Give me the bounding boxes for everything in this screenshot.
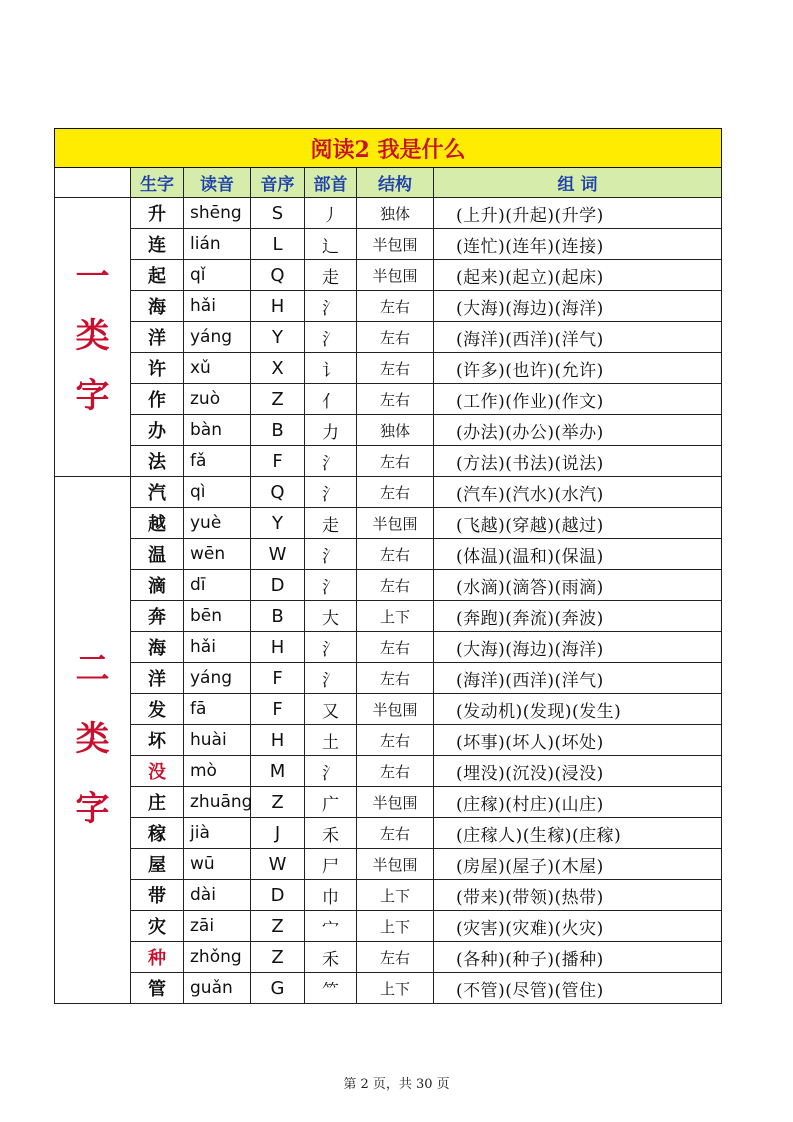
character-cell: 洋 xyxy=(131,663,184,694)
pinyin-cell: zhuāng xyxy=(184,787,251,818)
structure-cell: 左右 xyxy=(357,291,434,322)
structure-cell: 独体 xyxy=(357,198,434,229)
radical-cell: 氵 xyxy=(305,322,357,353)
sound-order-cell: X xyxy=(251,353,305,384)
header-pronunciation: 读音 xyxy=(184,168,251,198)
sound-order-cell: B xyxy=(251,601,305,632)
sound-order-cell: D xyxy=(251,570,305,601)
character-cell: 稼 xyxy=(131,818,184,849)
pinyin-cell: fā xyxy=(184,694,251,725)
character-cell: 起 xyxy=(131,260,184,291)
sound-order-cell: Z xyxy=(251,942,305,973)
word-formation-cell: (海洋)(西洋)(洋气) xyxy=(434,663,722,694)
word-formation-cell: (大海)(海边)(海洋) xyxy=(434,291,722,322)
table-row xyxy=(55,787,722,818)
pinyin-cell: yáng xyxy=(184,663,251,694)
structure-cell: 上下 xyxy=(357,911,434,942)
word-formation-cell: (奔跑)(奔流)(奔波) xyxy=(434,601,722,632)
character-cell: 海 xyxy=(131,632,184,663)
word-formation-cell: (许多)(也许)(允许) xyxy=(434,353,722,384)
pinyin-cell: wū xyxy=(184,849,251,880)
radical-cell: 广 xyxy=(305,787,357,818)
word-formation-cell: (灾害)(灾难)(火灾) xyxy=(434,911,722,942)
structure-cell: 左右 xyxy=(357,632,434,663)
table-row xyxy=(55,880,722,911)
sound-order-cell: Q xyxy=(251,477,305,508)
pinyin-cell: shēng xyxy=(184,198,251,229)
sound-order-cell: J xyxy=(251,818,305,849)
structure-cell: 左右 xyxy=(357,477,434,508)
character-cell: 没 xyxy=(131,756,184,787)
character-cell: 庄 xyxy=(131,787,184,818)
sound-order-cell: Z xyxy=(251,384,305,415)
radical-cell: 氵 xyxy=(305,477,357,508)
structure-cell: 左右 xyxy=(357,818,434,849)
radical-cell: 氵 xyxy=(305,446,357,477)
table-row xyxy=(55,415,722,446)
page-footer: 第 2 页，共 30 页 xyxy=(343,1077,450,1092)
sound-order-cell: M xyxy=(251,756,305,787)
table-row xyxy=(55,849,722,880)
word-formation-cell: (庄稼人)(生稼)(庄稼) xyxy=(434,818,722,849)
pinyin-cell: qǐ xyxy=(184,260,251,291)
radical-cell: 大 xyxy=(305,601,357,632)
character-cell: 坏 xyxy=(131,725,184,756)
word-formation-cell: (埋没)(沉没)(浸没) xyxy=(434,756,722,787)
sound-order-cell: H xyxy=(251,291,305,322)
structure-cell: 左右 xyxy=(357,725,434,756)
pinyin-cell: fǎ xyxy=(184,446,251,477)
table-row xyxy=(55,725,722,756)
table-row xyxy=(55,818,722,849)
structure-cell: 上下 xyxy=(357,601,434,632)
character-cell: 海 xyxy=(131,291,184,322)
radical-cell: 禾 xyxy=(305,818,357,849)
radical-cell: 氵 xyxy=(305,663,357,694)
word-formation-cell: (办法)(办公)(举办) xyxy=(434,415,722,446)
character-cell: 发 xyxy=(131,694,184,725)
character-cell: 越 xyxy=(131,508,184,539)
character-cell: 作 xyxy=(131,384,184,415)
structure-cell: 左右 xyxy=(357,663,434,694)
table-row xyxy=(55,291,722,322)
header-radical: 部首 xyxy=(305,168,357,198)
character-cell: 种 xyxy=(131,942,184,973)
category-label xyxy=(55,477,131,1004)
structure-cell: 半包围 xyxy=(357,694,434,725)
table-row xyxy=(55,229,722,260)
sound-order-cell: F xyxy=(251,694,305,725)
category-label-text: 二类字 xyxy=(75,649,110,829)
structure-cell: 左右 xyxy=(357,446,434,477)
header-sound-order: 音序 xyxy=(251,168,305,198)
radical-cell: 氵 xyxy=(305,291,357,322)
sound-order-cell: Y xyxy=(251,508,305,539)
pinyin-cell: bēn xyxy=(184,601,251,632)
word-formation-cell: (不管)(尽管)(管住) xyxy=(434,973,722,1004)
word-formation-cell: (体温)(温和)(保温) xyxy=(434,539,722,570)
character-cell: 法 xyxy=(131,446,184,477)
word-formation-cell: (发动机)(发现)(发生) xyxy=(434,694,722,725)
radical-cell: 禾 xyxy=(305,942,357,973)
sound-order-cell: L xyxy=(251,229,305,260)
radical-cell: 宀 xyxy=(305,911,357,942)
pinyin-cell: qì xyxy=(184,477,251,508)
pinyin-cell: yáng xyxy=(184,322,251,353)
radical-cell: 丿 xyxy=(305,198,357,229)
sound-order-cell: S xyxy=(251,198,305,229)
sound-order-cell: W xyxy=(251,849,305,880)
word-formation-cell: (汽车)(汽水)(水汽) xyxy=(434,477,722,508)
radical-cell: 走 xyxy=(305,260,357,291)
sound-order-cell: G xyxy=(251,973,305,1004)
pinyin-cell: jià xyxy=(184,818,251,849)
radical-cell: 力 xyxy=(305,415,357,446)
word-formation-cell: (工作)(作业)(作文) xyxy=(434,384,722,415)
table-row xyxy=(55,570,722,601)
word-formation-cell: (带来)(带领)(热带) xyxy=(434,880,722,911)
table-body xyxy=(55,198,722,1004)
pinyin-cell: mò xyxy=(184,756,251,787)
character-cell: 灾 xyxy=(131,911,184,942)
table-row xyxy=(55,198,722,229)
word-formation-cell: (上升)(升起)(升学) xyxy=(434,198,722,229)
word-formation-cell: (坏事)(坏人)(坏处) xyxy=(434,725,722,756)
sound-order-cell: Z xyxy=(251,787,305,818)
table-row xyxy=(55,973,722,1004)
pinyin-cell: xǔ xyxy=(184,353,251,384)
structure-cell: 半包围 xyxy=(357,229,434,260)
category-header-blank xyxy=(55,168,131,198)
structure-cell: 半包围 xyxy=(357,508,434,539)
character-cell: 温 xyxy=(131,539,184,570)
character-cell: 奔 xyxy=(131,601,184,632)
header-word-formation: 组 词 xyxy=(434,168,722,198)
radical-cell: 土 xyxy=(305,725,357,756)
table-row xyxy=(55,601,722,632)
word-formation-cell: (飞越)(穿越)(越过) xyxy=(434,508,722,539)
word-formation-cell: (海洋)(西洋)(洋气) xyxy=(434,322,722,353)
table-row xyxy=(55,477,722,508)
word-formation-cell: (大海)(海边)(海洋) xyxy=(434,632,722,663)
structure-cell: 独体 xyxy=(357,415,434,446)
table-row xyxy=(55,694,722,725)
radical-cell: 亻 xyxy=(305,384,357,415)
sound-order-cell: Y xyxy=(251,322,305,353)
radical-cell: ⺮ xyxy=(305,973,357,1004)
lesson-title: 阅读2 我是什么 xyxy=(55,129,722,168)
pinyin-cell: lián xyxy=(184,229,251,260)
table-row xyxy=(55,942,722,973)
vocabulary-table xyxy=(54,128,722,1004)
pinyin-cell: hǎi xyxy=(184,632,251,663)
sound-order-cell: Z xyxy=(251,911,305,942)
pinyin-cell: wēn xyxy=(184,539,251,570)
radical-cell: 讠 xyxy=(305,353,357,384)
pinyin-cell: zuò xyxy=(184,384,251,415)
structure-cell: 左右 xyxy=(357,942,434,973)
category-label xyxy=(55,198,131,477)
table-row xyxy=(55,260,722,291)
table-row xyxy=(55,756,722,787)
character-cell: 汽 xyxy=(131,477,184,508)
sound-order-cell: Q xyxy=(251,260,305,291)
structure-cell: 上下 xyxy=(357,880,434,911)
pinyin-cell: dī xyxy=(184,570,251,601)
sound-order-cell: D xyxy=(251,880,305,911)
sound-order-cell: H xyxy=(251,632,305,663)
pinyin-cell: zhǒng xyxy=(184,942,251,973)
table-row xyxy=(55,322,722,353)
structure-cell: 左右 xyxy=(357,539,434,570)
word-formation-cell: (各种)(种子)(播种) xyxy=(434,942,722,973)
character-cell: 管 xyxy=(131,973,184,1004)
structure-cell: 半包围 xyxy=(357,849,434,880)
category-label-text: 一类字 xyxy=(75,256,110,416)
word-formation-cell: (起来)(起立)(起床) xyxy=(434,260,722,291)
character-cell: 屋 xyxy=(131,849,184,880)
sound-order-cell: W xyxy=(251,539,305,570)
character-cell: 升 xyxy=(131,198,184,229)
character-cell: 带 xyxy=(131,880,184,911)
structure-cell: 半包围 xyxy=(357,787,434,818)
word-formation-cell: (房屋)(屋子)(木屋) xyxy=(434,849,722,880)
pinyin-cell: guǎn xyxy=(184,973,251,1004)
sound-order-cell: B xyxy=(251,415,305,446)
header-structure: 结构 xyxy=(357,168,434,198)
structure-cell: 半包围 xyxy=(357,260,434,291)
word-formation-cell: (庄稼)(村庄)(山庄) xyxy=(434,787,722,818)
character-cell: 滴 xyxy=(131,570,184,601)
pinyin-cell: zāi xyxy=(184,911,251,942)
character-cell: 许 xyxy=(131,353,184,384)
pinyin-cell: bàn xyxy=(184,415,251,446)
table-row xyxy=(55,508,722,539)
radical-cell: 走 xyxy=(305,508,357,539)
word-formation-cell: (水滴)(滴答)(雨滴) xyxy=(434,570,722,601)
structure-cell: 上下 xyxy=(357,973,434,1004)
radical-cell: 氵 xyxy=(305,756,357,787)
character-cell: 洋 xyxy=(131,322,184,353)
structure-cell: 左右 xyxy=(357,322,434,353)
word-formation-cell: (连忙)(连年)(连接) xyxy=(434,229,722,260)
pinyin-cell: hǎi xyxy=(184,291,251,322)
radical-cell: 巾 xyxy=(305,880,357,911)
table-row xyxy=(55,663,722,694)
structure-cell: 左右 xyxy=(357,570,434,601)
sound-order-cell: F xyxy=(251,446,305,477)
sound-order-cell: H xyxy=(251,725,305,756)
column-header-row xyxy=(55,168,722,198)
pinyin-cell: dài xyxy=(184,880,251,911)
radical-cell: 氵 xyxy=(305,539,357,570)
character-cell: 连 xyxy=(131,229,184,260)
structure-cell: 左右 xyxy=(357,384,434,415)
pinyin-cell: huài xyxy=(184,725,251,756)
table-row xyxy=(55,384,722,415)
table-row xyxy=(55,446,722,477)
structure-cell: 左右 xyxy=(357,756,434,787)
character-cell: 办 xyxy=(131,415,184,446)
pinyin-cell: yuè xyxy=(184,508,251,539)
radical-cell: 尸 xyxy=(305,849,357,880)
table-row xyxy=(55,632,722,663)
word-formation-cell: (方法)(书法)(说法) xyxy=(434,446,722,477)
sound-order-cell: F xyxy=(251,663,305,694)
table-row xyxy=(55,539,722,570)
structure-cell: 左右 xyxy=(357,353,434,384)
table-row xyxy=(55,353,722,384)
header-character: 生字 xyxy=(131,168,184,198)
radical-cell: 辶 xyxy=(305,229,357,260)
radical-cell: 氵 xyxy=(305,570,357,601)
radical-cell: 氵 xyxy=(305,632,357,663)
radical-cell: 又 xyxy=(305,694,357,725)
table-row xyxy=(55,911,722,942)
